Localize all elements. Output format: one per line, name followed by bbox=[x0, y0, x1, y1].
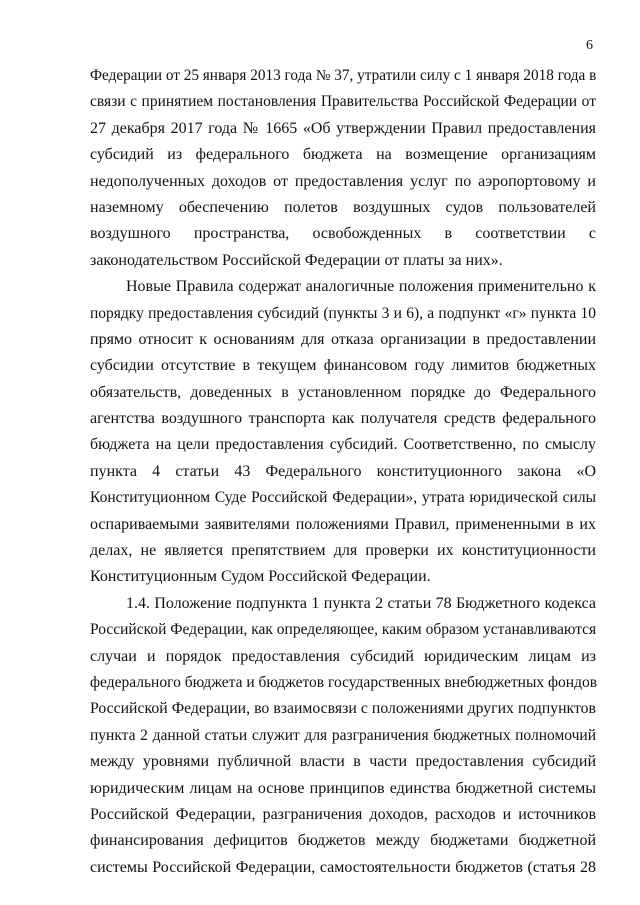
text-line: случаи и порядок предоставления субсидий юридическим лицам из bbox=[90, 647, 596, 665]
text-line: Новые Правила содержат аналогичные положения применительно к bbox=[126, 278, 596, 296]
text-line: Конституционном Суде Российской Федерации», утрата юридической силы bbox=[90, 489, 596, 507]
page-number: 6 bbox=[586, 38, 593, 53]
text-line: Российской Федерации, как определяющее, каким образом устанавливаются bbox=[90, 621, 597, 639]
text-line: пункта 4 статьи 43 Федерального конституционного закона «О bbox=[90, 462, 596, 480]
text-line: 1.4. Положение подпункта 1 пункта 2 статьи 78 Бюджетного кодекса bbox=[126, 594, 596, 612]
text-line: законодательством Российской Федерации от платы за них». bbox=[90, 251, 503, 269]
text-line: оспариваемыми заявителями положениями Правил, примененными в их bbox=[90, 515, 596, 533]
text-line: порядку предоставления субсидий (пункты 3 и 6), а подпункт «г» пункта 10 bbox=[90, 304, 596, 322]
text-line: воздушного пространства, освобожденных в соответствии с bbox=[90, 225, 596, 243]
text-line: юридическим лицам на основе принципов единства бюджетной системы bbox=[90, 779, 596, 797]
text-line: Конституционным Судом Российской Федерации. bbox=[90, 568, 431, 586]
paragraph-section-1-4 bbox=[90, 591, 596, 881]
text-line: финансирования дефицитов бюджетов между бюджетами бюджетной bbox=[90, 832, 596, 850]
text-line: бюджета на цели предоставления субсидий. Соответственно, по смыслу bbox=[90, 436, 596, 454]
paragraph-new-rules bbox=[90, 274, 596, 591]
text-line: федерального бюджета и бюджетов государственных внебюджетных фондов bbox=[90, 673, 598, 691]
text-line: Российской Федерации, разграничения доходов, расходов и источников bbox=[90, 805, 596, 823]
body-text bbox=[90, 63, 596, 881]
text-line: системы Российской Федерации, самостоятельности бюджетов (статья 28 bbox=[90, 858, 596, 876]
text-line: между уровнями публичной власти в части предоставления субсидий bbox=[90, 753, 596, 771]
text-line: субсидии отсутствие в текущем финансовом году лимитов бюджетных bbox=[90, 357, 596, 375]
text-line: Российской Федерации, во взаимосвязи с положениями других подпунктов bbox=[90, 700, 596, 718]
text-line: обязательств, доведенных в установленном порядке до Федерального bbox=[90, 383, 596, 401]
text-line: делах, не является препятствием для проверки их конституционности bbox=[90, 542, 596, 560]
paragraph-continuation bbox=[90, 63, 596, 274]
text-line: агентства воздушного транспорта как получателя средств федерального bbox=[90, 410, 596, 428]
text-line: недополученных доходов от предоставления услуг по аэропортовому и bbox=[90, 172, 596, 190]
text-line: 27 декабря 2017 года № 1665 «Об утверждении Правил предоставления bbox=[90, 119, 596, 137]
text-line: пункта 2 данной статьи служит для разграничения бюджетных полномочий bbox=[90, 726, 596, 744]
text-line: Федерации от 25 января 2013 года № 37, утратили силу с 1 января 2018 года в bbox=[90, 67, 597, 84]
text-line: связи с принятием постановления Правительства Российской Федерации от bbox=[90, 93, 596, 111]
text-line: наземному обеспечению полетов воздушных судов пользователей bbox=[90, 198, 596, 216]
text-line: прямо относит к основаниям для отказа организации в предоставлении bbox=[90, 330, 596, 348]
text-line: субсидий из федерального бюджета на возмещение организациям bbox=[90, 146, 596, 164]
